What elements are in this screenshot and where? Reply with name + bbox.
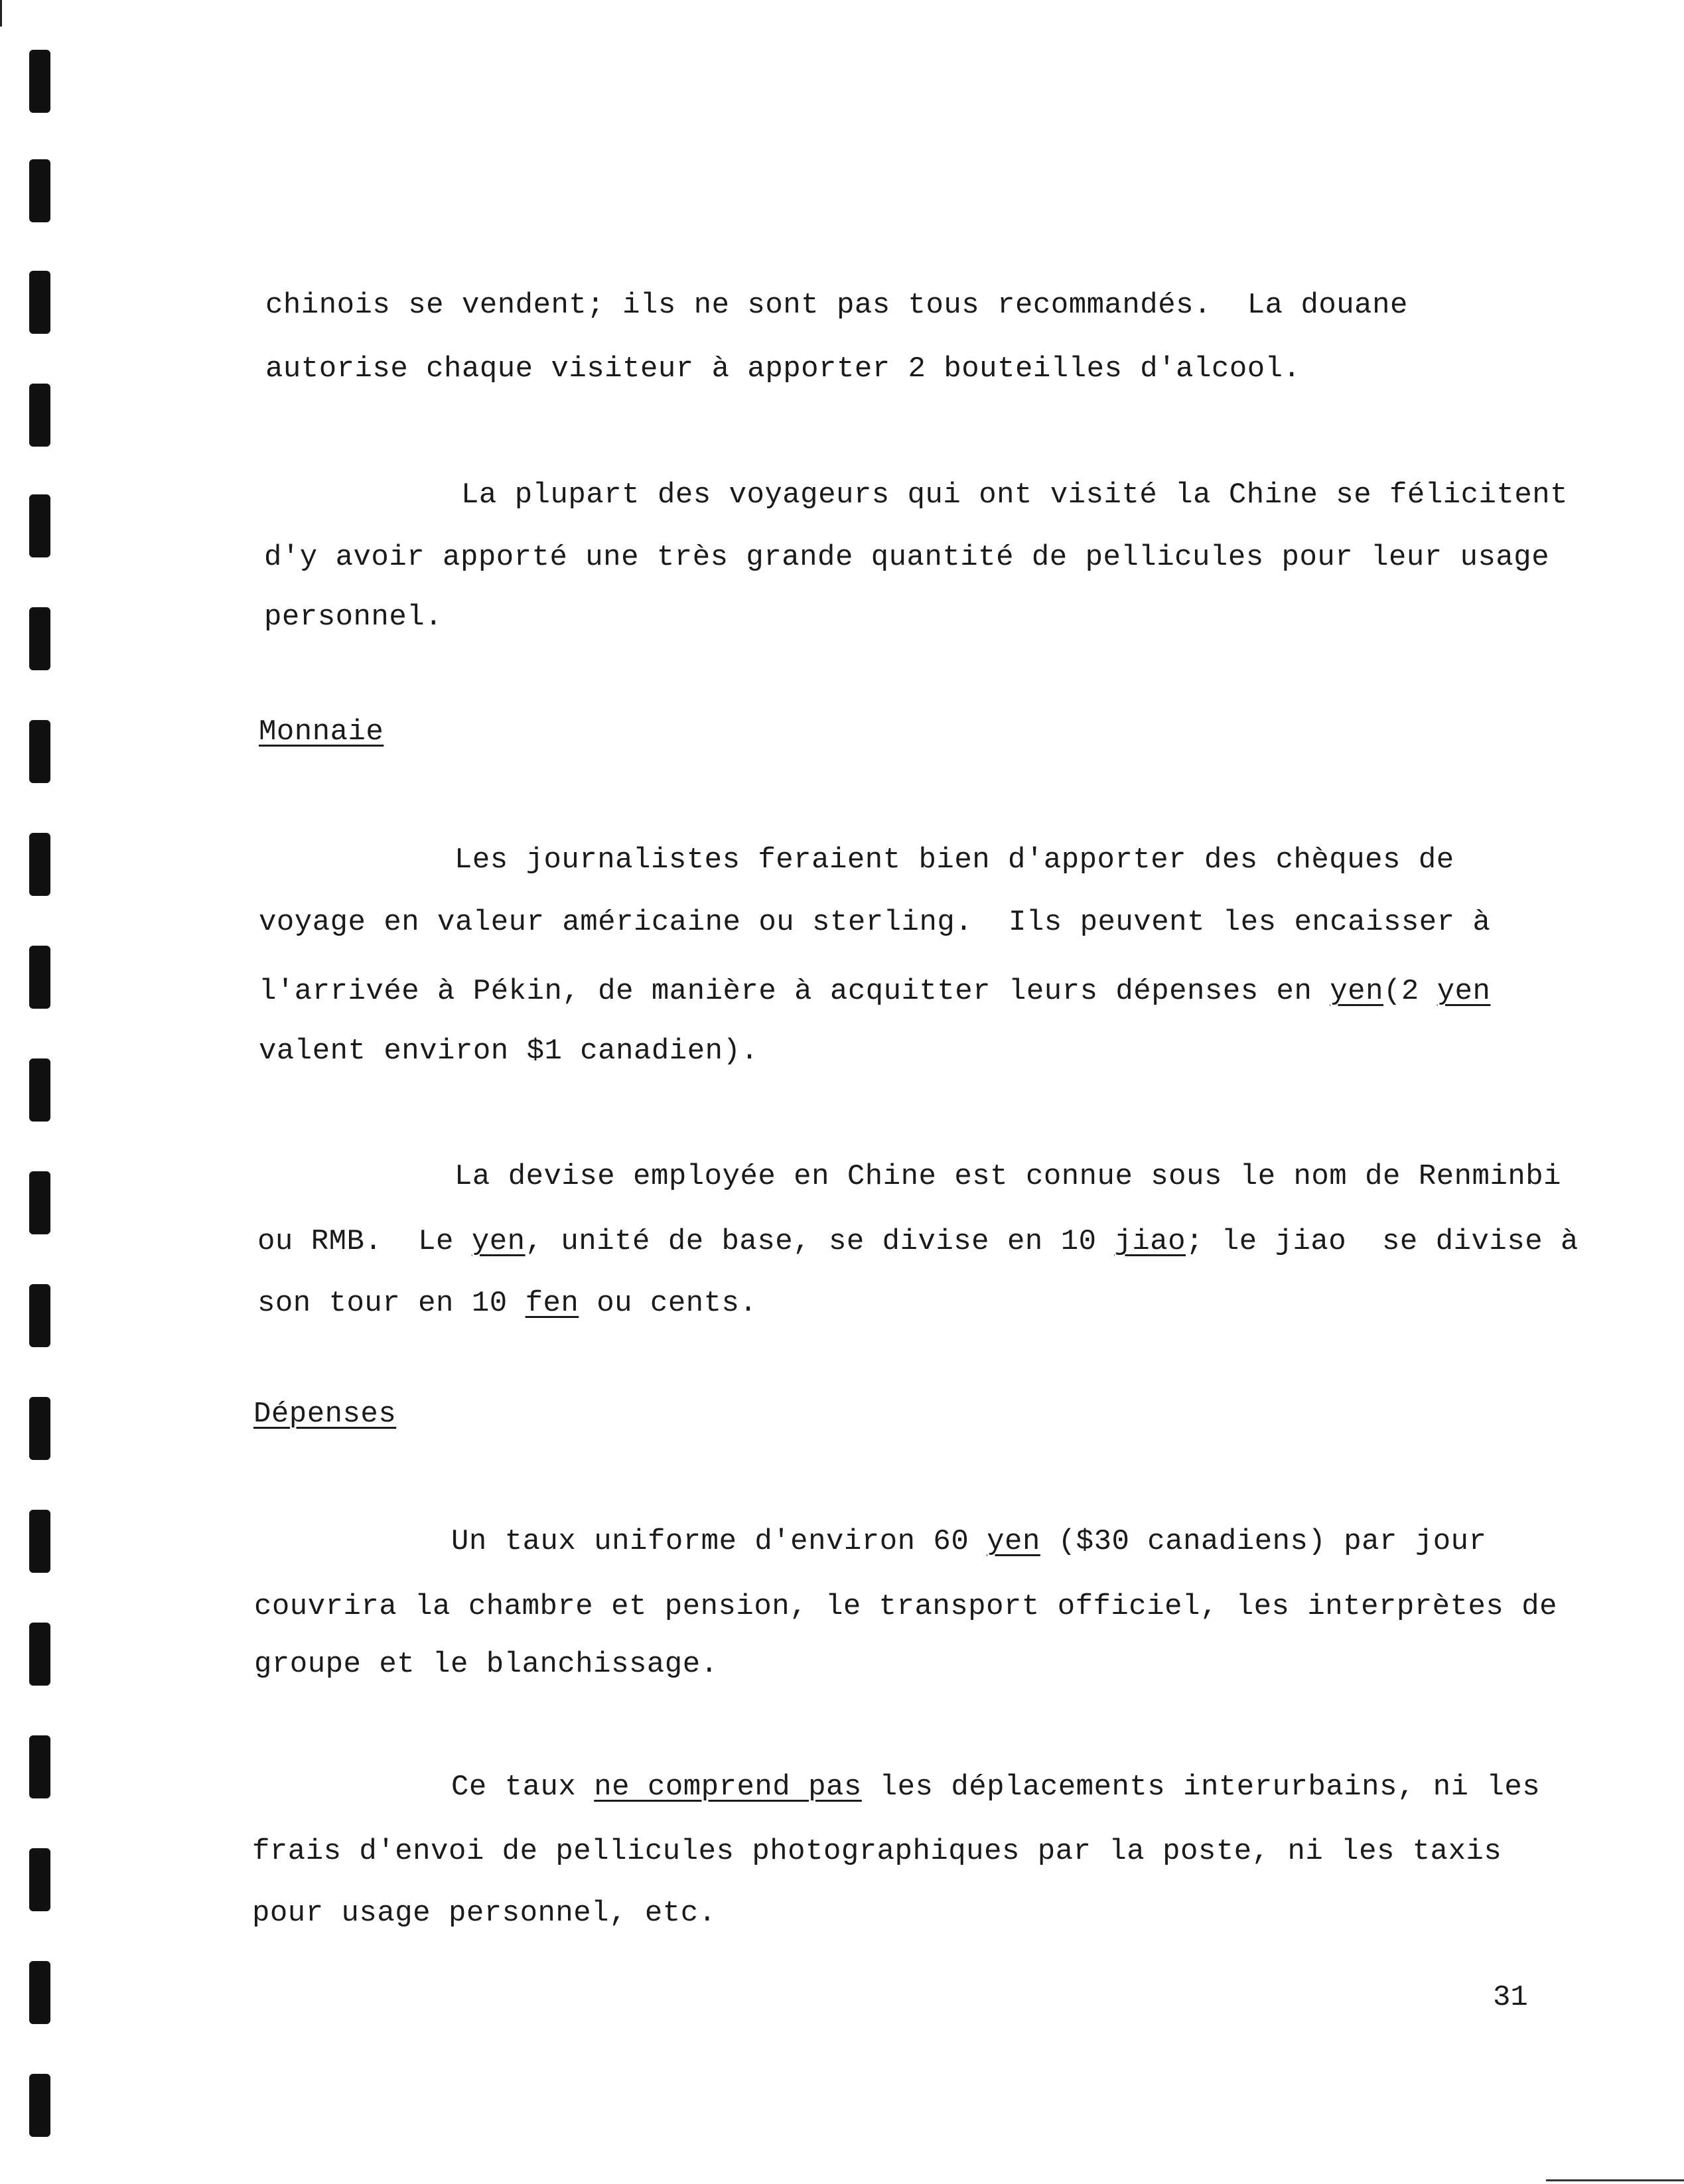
text-line: couvrira la chambre et pension, le transport officiel, les interprètes de: [254, 1590, 1558, 1623]
text-line: La devise employée en Chine est connue sous le nom de Renminbi: [455, 1160, 1562, 1193]
text-span: Un taux uniforme d'environ 60: [451, 1525, 987, 1558]
underlined-term: yen: [471, 1225, 526, 1258]
text-span: Ce taux: [451, 1771, 595, 1804]
text-line: [451, 1769, 1540, 1806]
text-line: [259, 973, 1490, 1010]
underlined-term: yen: [1330, 975, 1383, 1008]
underlined-term: yen: [987, 1525, 1040, 1558]
underlined-term: ne comprend pas: [594, 1771, 862, 1804]
text-span: l'arrivée à Pékin, de manière à acquitter leurs dépenses en: [259, 975, 1330, 1008]
page-bottom-rule: [1546, 2179, 1684, 2181]
underlined-term: jiao: [1114, 1225, 1186, 1258]
text-line: personnel.: [264, 601, 443, 634]
page-number: 31: [1493, 1981, 1528, 2014]
text-span: ($30 canadiens) par jour: [1040, 1525, 1487, 1558]
text-line: voyage en valeur américaine ou sterling. Ils peuvent les encaisser à: [259, 906, 1491, 939]
text-span: les déplacements interurbains, ni les: [861, 1771, 1541, 1804]
text-line: [257, 1223, 1579, 1260]
text-line: [451, 1523, 1486, 1560]
text-line: La plupart des voyageurs qui ont visité la Chine se félicitent: [461, 478, 1569, 512]
text-line: Les journalistes feraient bien d'apporter des chèques de: [455, 843, 1454, 877]
text-span: ; le jiao se divise à: [1186, 1225, 1579, 1258]
section-heading-monnaie: Monnaie: [259, 715, 384, 749]
underlined-term: fen: [525, 1287, 579, 1320]
text-span: son tour en 10: [257, 1287, 526, 1320]
text-line: autorise chaque visiteur à apporter 2 bouteilles d'alcool.: [265, 352, 1301, 386]
section-heading-depenses: Dépenses: [253, 1398, 397, 1431]
text-line: pour usage personnel, etc.: [252, 1897, 717, 1930]
text-line: valent environ $1 canadien).: [259, 1035, 759, 1068]
text-span: (2: [1383, 975, 1437, 1008]
text-span: , unité de base, se divise en 10: [525, 1225, 1115, 1258]
text-span: ou RMB. Le: [257, 1225, 472, 1258]
underlined-term: yen: [1437, 975, 1491, 1008]
text-line: groupe et le blanchissage.: [254, 1648, 719, 1681]
text-line: d'y avoir apporté une très grande quantité de pellicules pour leur usage: [264, 541, 1550, 574]
text-line: frais d'envoi de pellicules photographiques par la poste, ni les taxis: [252, 1835, 1502, 1868]
text-line: chinois se vendent; ils ne sont pas tous recommandés. La douane: [265, 289, 1408, 322]
text-span: ou cents.: [579, 1287, 758, 1320]
text-line: [257, 1285, 757, 1322]
